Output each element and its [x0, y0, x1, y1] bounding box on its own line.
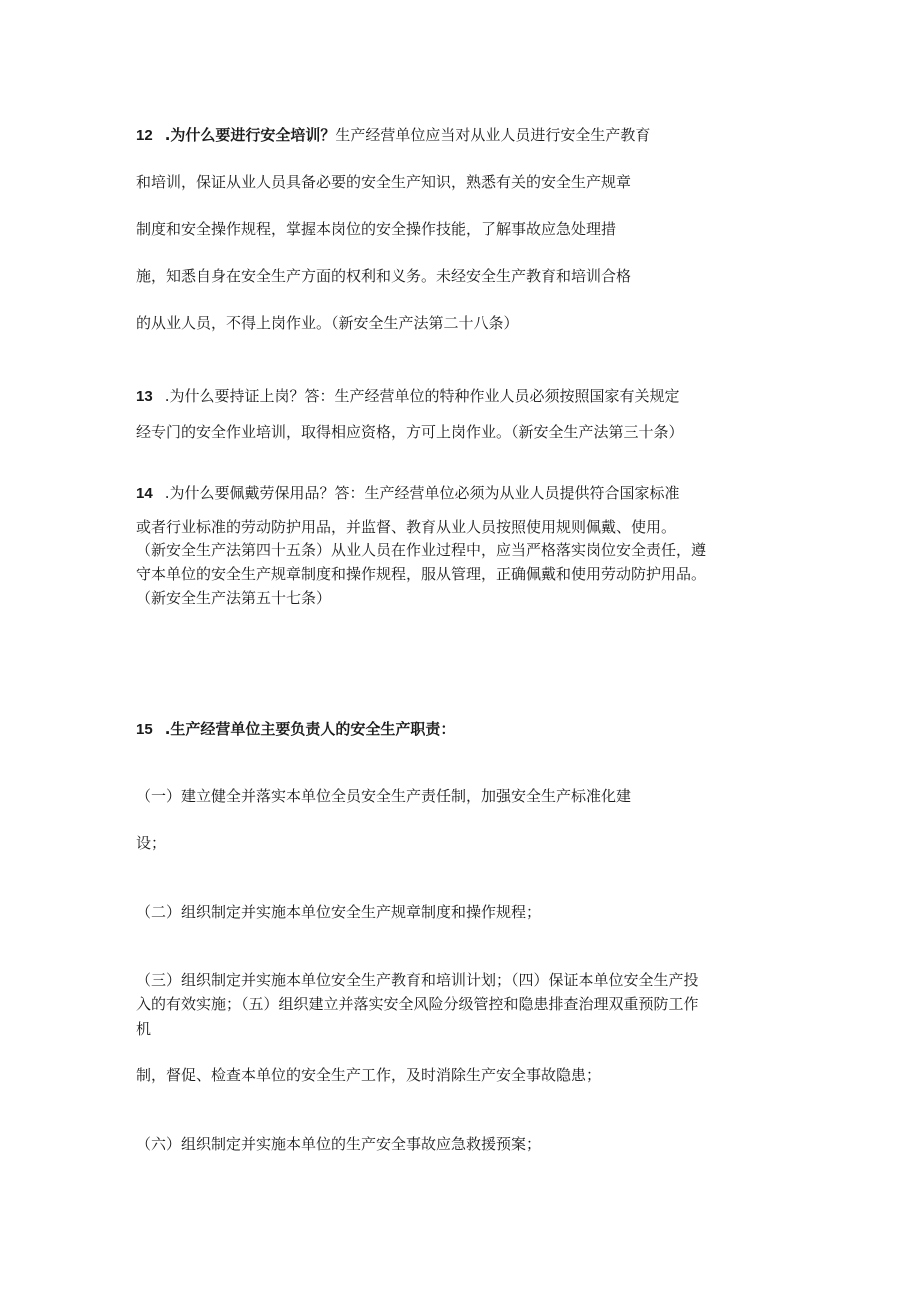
q12-line-3: 制度和安全操作规程，掌握本岗位的安全操作技能，了解事故应急处理措	[136, 220, 617, 238]
q14-line-2: 或者行业标准的劳动防护用品，并监督、教育从业人员按照使用规则佩戴、使用。	[136, 518, 677, 536]
q15-item-4-5: 入的有效实施；（五）组织建立并落实安全风险分级管控和隐患排查治理双重预防工作	[136, 995, 699, 1013]
q12-question: .为什么要进行安全培训？	[164, 126, 336, 144]
q14-number: 14	[136, 485, 153, 502]
q15-item-3-4: （三）组织制定并实施本单位安全生产教育和培训计划；（四）保证本单位安全生产投	[136, 971, 699, 989]
q12-line-4: 施，知悉自身在安全生产方面的权利和义务。未经安全生产教育和培训合格	[136, 267, 632, 285]
q12-line-5: 的从业人员，不得上岗作业。（新安全生产法第二十八条）	[136, 314, 519, 332]
q15-heading	[136, 719, 455, 740]
q15-item-5-end: 制，督促、检查本单位的安全生产工作，及时消除生产安全事故隐患；	[136, 1066, 602, 1084]
q12-line-2: 和培训，保证从业人员具备必要的安全生产知识，熟悉有关的安全生产规章	[136, 173, 632, 191]
q13-number: 13	[136, 388, 153, 405]
q14-text-1: .为什么要佩戴劳保用品？答：生产经营单位必须为从业人员提供符合国家标准	[164, 484, 680, 502]
q13-line-2: 经专门的安全作业培训，取得相应资格，方可上岗作业。（新安全生产法第三十条）	[136, 423, 684, 441]
q15-item-1: （一）建立健全并落实本单位全员安全生产责任制，加强安全生产标准化建	[136, 787, 632, 805]
q13-line-1	[136, 386, 679, 407]
q14-line-1	[136, 483, 679, 504]
q15-number: 15	[136, 721, 153, 738]
q15-item-1-cont: 设；	[136, 834, 167, 852]
q14-line-5: （新安全生产法第五十七条）	[136, 589, 332, 607]
q12-text-1: 生产经营单位应当对从业人员进行安全生产教育	[335, 126, 651, 144]
q12-number: 12	[136, 127, 153, 144]
q15-title: .生产经营单位主要负责人的安全生产职责：	[164, 720, 456, 738]
q14-line-3: （新安全生产法第四十五条）从业人员在作业过程中，应当严格落实岗位安全责任，遵	[136, 541, 707, 559]
q13-text-1: .为什么要持证上岗？答：生产经营单位的特种作业人员必须按照国家有关规定	[164, 387, 680, 405]
q15-item-2: （二）组织制定并实施本单位安全生产规章制度和操作规程；	[136, 903, 542, 921]
q14-line-4: 守本单位的安全生产规章制度和操作规程，服从管理，正确佩戴和使用劳动防护用品。	[136, 565, 707, 583]
q12-line-1	[136, 125, 650, 146]
q15-item-5-cont: 机	[136, 1020, 152, 1038]
q15-item-6: （六）组织制定并实施本单位的生产安全事故应急救援预案；	[136, 1135, 542, 1153]
